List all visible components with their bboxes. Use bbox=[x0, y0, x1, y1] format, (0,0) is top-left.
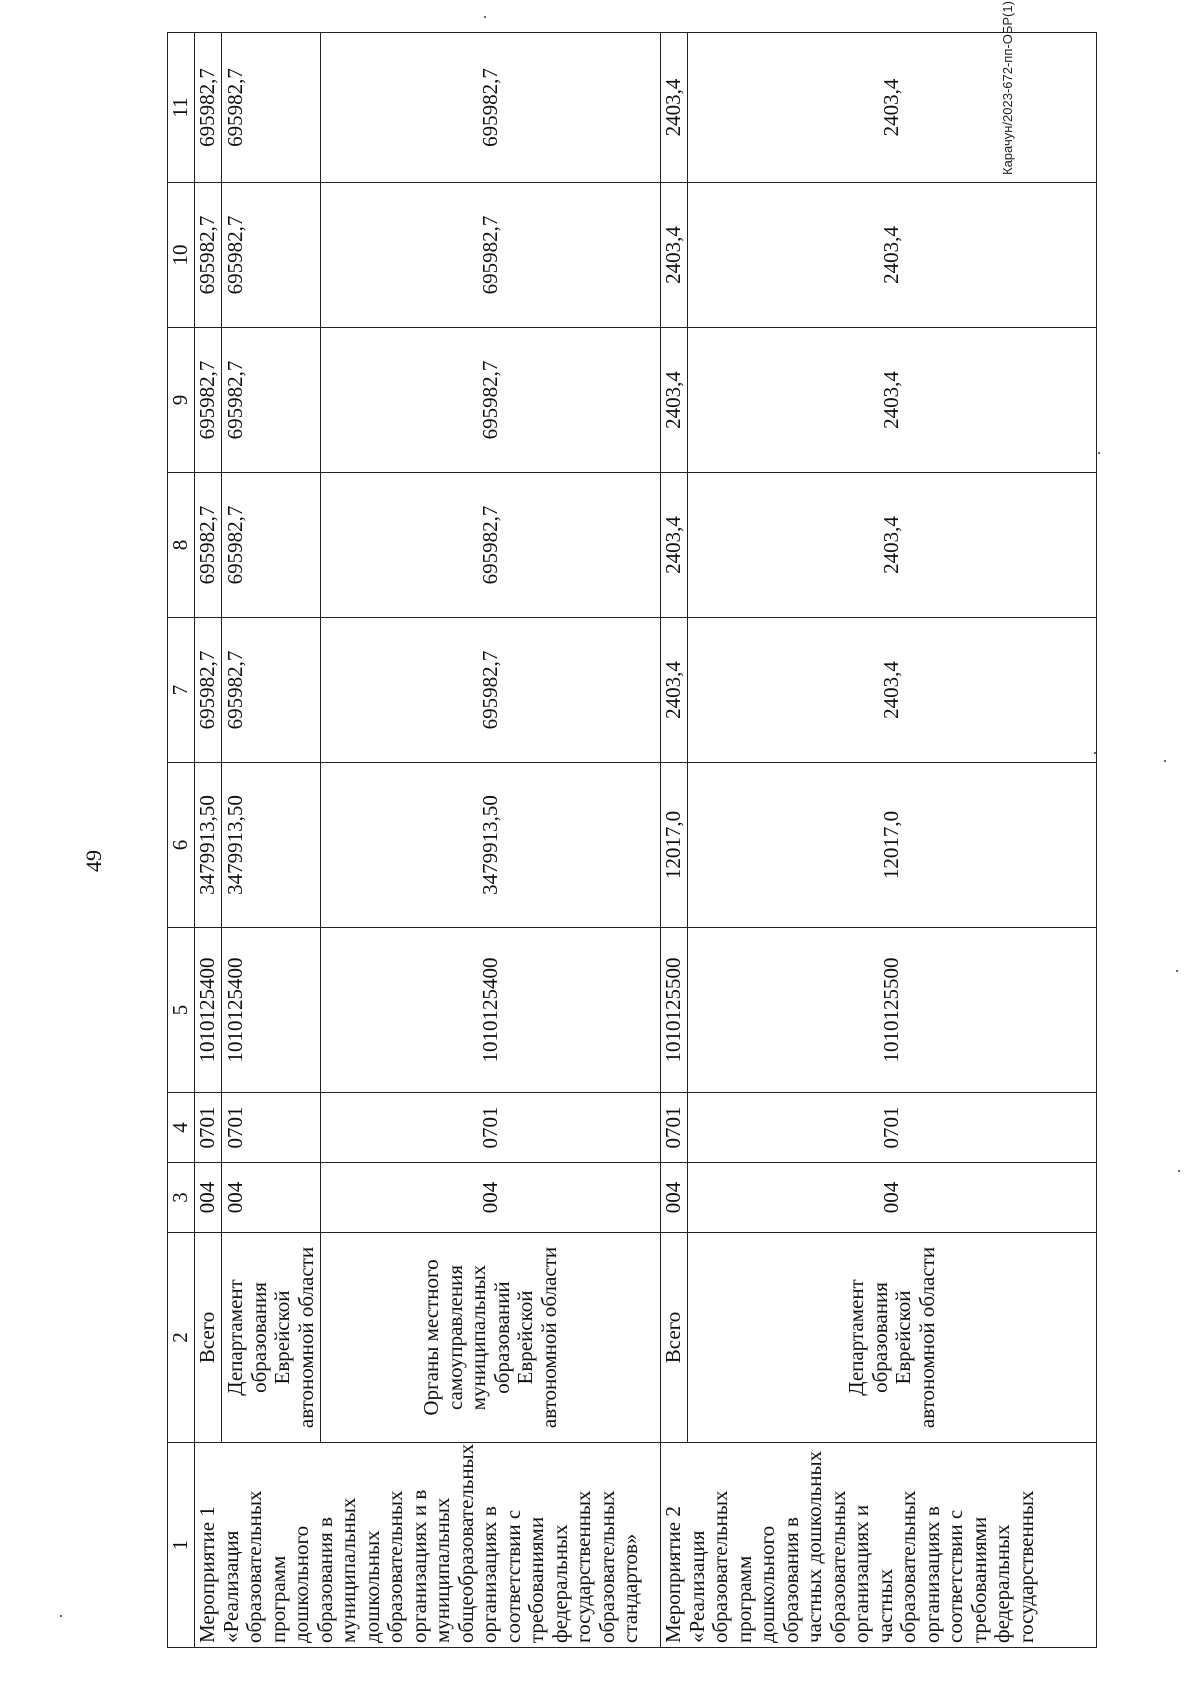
m1-local-c5: 1010125400 bbox=[321, 928, 661, 1093]
m1-total-c11: 695982,7 bbox=[195, 33, 222, 183]
m1-dept-c6: 3479913,50 bbox=[222, 763, 321, 928]
header-row bbox=[168, 33, 195, 1648]
header-col-5: 5 bbox=[168, 928, 195, 1093]
m1-local-c8: 695982,7 bbox=[321, 473, 661, 618]
m1-local-c6: 3479913,50 bbox=[321, 763, 661, 928]
table-row-m2-total bbox=[661, 33, 688, 1648]
page-number: 49 bbox=[81, 850, 106, 872]
table-row-m1-dept bbox=[222, 33, 321, 1648]
budget-table bbox=[167, 32, 1097, 1648]
m2-title: Мероприятие 2 «Реализация образовательных программ дошкольного образования в частных дошкольных образовательных организациях и частных образовательных организациях в соответствии с требованиями федеральных государственных bbox=[661, 1443, 1097, 1648]
m2-dept-c3: 004 bbox=[688, 1163, 1097, 1233]
scan-speck bbox=[1094, 752, 1096, 754]
rotated-table-wrapper bbox=[167, 33, 1097, 1648]
m2-dept-c8: 2403,4 bbox=[688, 473, 1097, 618]
m2-total-c9: 2403,4 bbox=[661, 328, 688, 473]
m2-dept-c4: 0701 bbox=[688, 1093, 1097, 1163]
table-row-m2-dept bbox=[688, 33, 1097, 1648]
header-col-6: 6 bbox=[168, 763, 195, 928]
m1-dept-c8: 695982,7 bbox=[222, 473, 321, 618]
m1-total-c5: 1010125400 bbox=[195, 928, 222, 1093]
m2-dept-c7: 2403,4 bbox=[688, 618, 1097, 763]
m1-local-c7: 695982,7 bbox=[321, 618, 661, 763]
header-col-3: 3 bbox=[168, 1163, 195, 1233]
scan-speck bbox=[1178, 1170, 1180, 1172]
scan-speck bbox=[484, 16, 486, 18]
m2-total-c6: 12017,0 bbox=[661, 763, 688, 928]
m1-dept-c9: 695982,7 bbox=[222, 328, 321, 473]
m1-total-c3: 004 bbox=[195, 1163, 222, 1233]
header-col-8: 8 bbox=[168, 473, 195, 618]
header-col-9: 9 bbox=[168, 328, 195, 473]
m1-dept-c4: 0701 bbox=[222, 1093, 321, 1163]
m1-dept-label: Департамент образования Еврейской автономной области bbox=[222, 1233, 321, 1443]
m1-local-c4: 0701 bbox=[321, 1093, 661, 1163]
header-col-2: 2 bbox=[168, 1233, 195, 1443]
header-col-11: 11 bbox=[168, 33, 195, 183]
m2-dept-c6: 12017,0 bbox=[688, 763, 1097, 928]
m1-local-c3: 004 bbox=[321, 1163, 661, 1233]
m1-dept-c3: 004 bbox=[222, 1163, 321, 1233]
m1-dept-c11: 695982,7 bbox=[222, 33, 321, 183]
m1-total-c6: 3479913,50 bbox=[195, 763, 222, 928]
m1-total-c9: 695982,7 bbox=[195, 328, 222, 473]
header-col-10: 10 bbox=[168, 183, 195, 328]
m2-total-c11: 2403,4 bbox=[661, 33, 688, 183]
m1-local-c9: 695982,7 bbox=[321, 328, 661, 473]
table-row-m1-local bbox=[321, 33, 661, 1648]
m1-dept-c5: 1010125400 bbox=[222, 928, 321, 1093]
m2-dept-label: Департамент образования Еврейской автономной области bbox=[688, 1233, 1097, 1443]
m2-total-c5: 1010125500 bbox=[661, 928, 688, 1093]
m1-total-c7: 695982,7 bbox=[195, 618, 222, 763]
m2-total-c4: 0701 bbox=[661, 1093, 688, 1163]
scan-speck bbox=[1098, 452, 1100, 454]
document-code: Карачун/2023-672-пп-ОБР(1) bbox=[1000, 1, 1015, 175]
m1-local-label: Органы местного самоуправления муниципальных образований Еврейской автономной области bbox=[321, 1233, 661, 1443]
m1-total-c4: 0701 bbox=[195, 1093, 222, 1163]
m2-dept-c5: 1010125500 bbox=[688, 928, 1097, 1093]
m2-dept-c11: 2403,4 bbox=[688, 33, 1097, 183]
table-row-m1-total bbox=[195, 33, 222, 1648]
m1-local-c10: 695982,7 bbox=[321, 183, 661, 328]
m2-total-label: Всего bbox=[661, 1233, 688, 1443]
m1-total-c8: 695982,7 bbox=[195, 473, 222, 618]
m1-dept-c10: 695982,7 bbox=[222, 183, 321, 328]
header-col-7: 7 bbox=[168, 618, 195, 763]
scan-speck bbox=[60, 1615, 62, 1617]
m2-total-c7: 2403,4 bbox=[661, 618, 688, 763]
m2-dept-c10: 2403,4 bbox=[688, 183, 1097, 328]
m2-total-c10: 2403,4 bbox=[661, 183, 688, 328]
header-col-1: 1 bbox=[168, 1443, 195, 1648]
m2-dept-c9: 2403,4 bbox=[688, 328, 1097, 473]
scan-speck bbox=[1176, 970, 1178, 972]
m2-total-c3: 004 bbox=[661, 1163, 688, 1233]
m2-total-c8: 2403,4 bbox=[661, 473, 688, 618]
m1-dept-c7: 695982,7 bbox=[222, 618, 321, 763]
m1-local-c11: 695982,7 bbox=[321, 33, 661, 183]
m1-title: Мероприятие 1 «Реализация образовательных программ дошкольного образования в муниципальных дошкольных образовательных организациях и в муниципальных общеобразовательных организациях в соответствии с требованиями федеральных государственных образовательных стандартов» bbox=[195, 1443, 661, 1648]
m1-total-label: Всего bbox=[195, 1233, 222, 1443]
m1-total-c10: 695982,7 bbox=[195, 183, 222, 328]
header-col-4: 4 bbox=[168, 1093, 195, 1163]
scan-speck bbox=[1164, 760, 1166, 762]
